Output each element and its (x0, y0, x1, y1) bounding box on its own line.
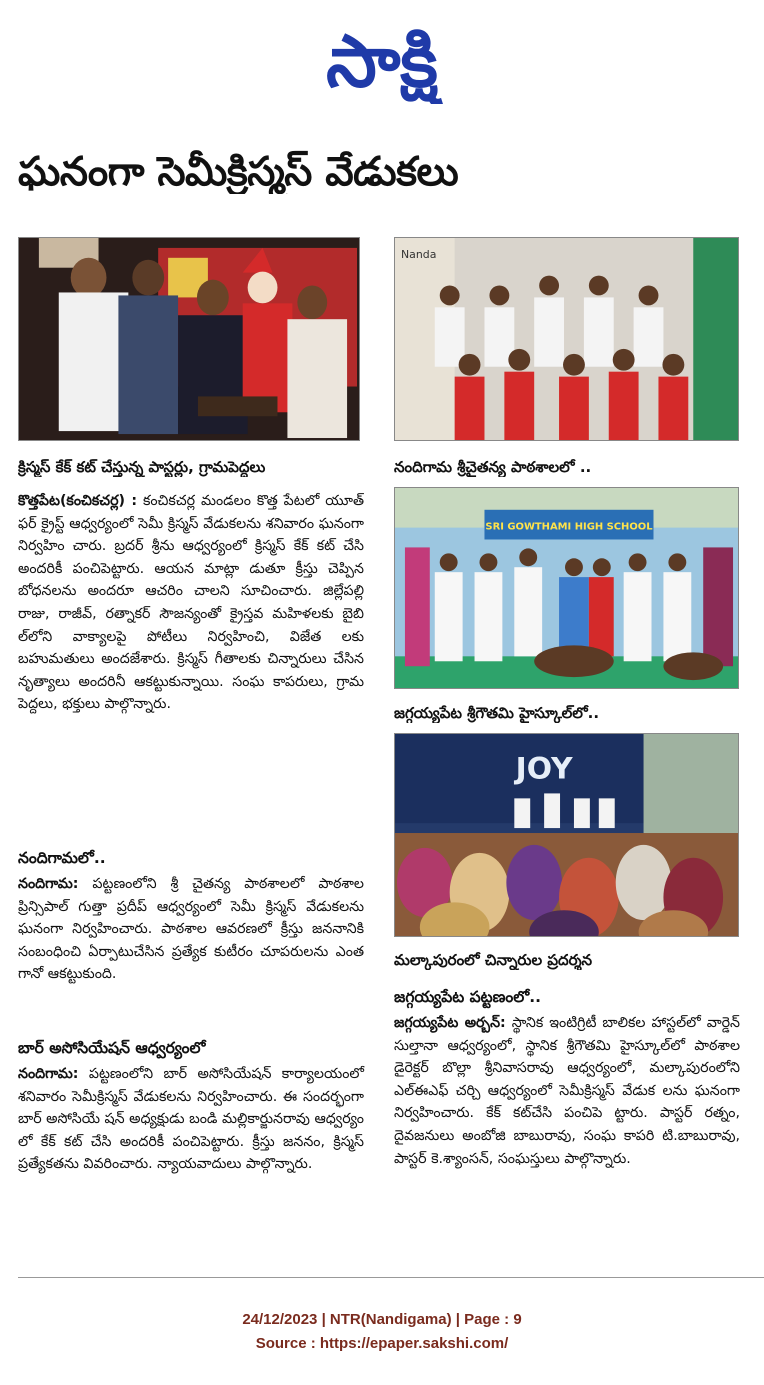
footer-divider (18, 1277, 764, 1278)
banner-text-chaitanya: Nanda (400, 247, 437, 261)
dateline-nandigama-2: నందిగామ: (18, 1066, 79, 1082)
caption-malkapuram: మల్కాపురంలో చిన్నారుల ప్రదర్శన (394, 951, 593, 969)
subhead-bar-association: బార్ అసోసియేషన్ ఆధ్వర్యంలో (18, 1039, 206, 1057)
logo-text: సాక్షి (326, 19, 438, 103)
photo-malkapuram (394, 733, 739, 937)
footer-source-link[interactable]: Source : https://epaper.sakshi.com/ (255, 1335, 509, 1352)
photo-sri-gowthami (394, 487, 739, 689)
body-bar-association: పట్టణంలోని బార్ అసోసియేషన్ కార్యాలయంలో శనివారం సెమీక్రిస్మస్ వేడుకలను నిర్వహించారు. ఈ సందర్భంగా బార్ అసోసియే షన్ అధ్యక్షుడు బండి మల్లికార్జునరావు ఆధ్వర్యం లో కేక్ కట్ చేసి అందరికీ పంచిపెట్టారు. క్రీస్తు జననం, క్రిస్మస్ ప్రత్యేకతను వివరించారు. న్యాయవాదులు పాల్గొన్నారు. (18, 1066, 364, 1173)
article-bar-association (18, 1063, 364, 1176)
body-kothapeta: కంచికచర్ల మండలం కొత్త పేటలో యూత్ ఫర్ క్రైస్ట్ ఆధ్వర్యంలో సెమీ క్రిస్మస్ వేడుకలను శనివారం ఘనంగా నిర్వహిం చారు. బ్రదర్ శ్రీను ఆధ్వర్యంలో క్రిస్మస్ కేక్ కట్ చేసి అందరికీ పంచిపెట్టారు. ఆయన మాట్లా డుతూ క్రీస్తు చెప్పిన బోధనలను అందరూ ఆచరిం చాలని సూచించారు. జిల్లేపల్లి రాజు, రాజీవ్, రత్నాకర్ సౌజన్యంతో క్రైస్తవ మహిళలకు బైబి ల్‌లోని వాక్యాలపై పోటీలు నిర్వహించి, విజేత లకు బహుమతులు అందజేశారు. క్రిస్మస్ గీతాలకు చిన్నారులు చేసిన నృత్యాలు అందరినీ ఆకట్టుకున్నాయి. సంఘ కాపరులు, గ్రామ పెద్దలు, భక్తులు పాల్గొన్నారు. (18, 493, 364, 713)
subhead-jaggayyapeta: జగ్గయ్యపేట పట్టణంలో.. (394, 988, 541, 1006)
dateline-nandigama-1: నందిగామ: (18, 876, 79, 892)
banner-text-gowthami: SRI GOWTHAMI HIGH SCHOOL (485, 521, 653, 533)
body-jaggayyapeta: స్థానిక ఇంటిగ్రిటీ బాలికల హాస్టల్‌లో వార్డెన్ సుల్తానా ఆధ్వర్యంలో, స్థానిక శ్రీగౌతమి హైస్కూల్‌లో పాఠశాల డైరెక్టర్ బొల్లా శ్రీనివాసరావు ఆధ్వర్యంలో, మల్కాపురంలోని ఎల్ఈఎఫ్ చర్చి ఆధ్వర్యంలో సెమీక్రిస్మస్ వేడుక లను ఘనంగా నిర్వహించారు. కేక్ కట్‌చేసి పంచిపె ట్టారు. పాస్టర్ రత్నం, దైవజనులు అంబోజి బాబురావు, సంఘ కాపరి టి.బాబురావు, పాస్టర్ కె.శ్యాంసన్, సంఘస్తులు పాల్గొన్నారు. (394, 1015, 740, 1167)
page-headline: ఘనంగా సెమీక్రిస్మస్ వేడుకలు (18, 150, 459, 194)
caption-sri-chaitanya: నందిగామ శ్రీచైతన్య పాఠశాలలో .. (394, 458, 592, 476)
masthead-logo (0, 14, 764, 104)
article-jaggayyapeta (394, 1012, 740, 1170)
body-nandigama-school: పట్టణంలోని శ్రీ చైతన్య పాఠశాలలో పాఠశాల ప్రిన్సిపాల్ గుత్తా ప్రదీప్ ఆధ్వర్యంలో సెమీ క్రిస్మస్ వేడుకలను ఘనంగా నిర్వహించారు. పాఠశాల ఆవరణలో క్రీస్తు జననానికి సంబంధించి ఏర్పాటుచేసిన ప్రత్యేక కుటీరం చూపరులను ఎంత గానో ఆకట్టుకుంది. (18, 876, 364, 983)
sakshi-logo (267, 14, 497, 104)
photo-sri-chaitanya (394, 237, 739, 441)
banner-text-joy: JOY (515, 751, 573, 787)
subhead-nandigama: నందిగామలో.. (18, 849, 106, 867)
article-kothapeta (18, 490, 364, 716)
footer-edition-info: 24/12/2023 | NTR(Nandigama) | Page : 9 (242, 1311, 522, 1328)
dateline-jaggayyapeta: జగ్గయ్యపేట అర్బన్: (394, 1015, 506, 1031)
article-nandigama-school (18, 873, 364, 986)
caption-sri-gowthami: జగ్గయ్యపేట శ్రీగౌతమి హైస్కూల్‌లో.. (394, 704, 600, 722)
dateline-kothapeta: కొత్తపేట(కంచికచర్ల) : (18, 493, 138, 509)
caption-cake-cutting: క్రిస్మస్ కేక్ కట్ చేస్తున్న పాస్టర్లు, గ్రామపెద్దలు (18, 458, 266, 476)
photo-cake-cutting (18, 237, 360, 441)
